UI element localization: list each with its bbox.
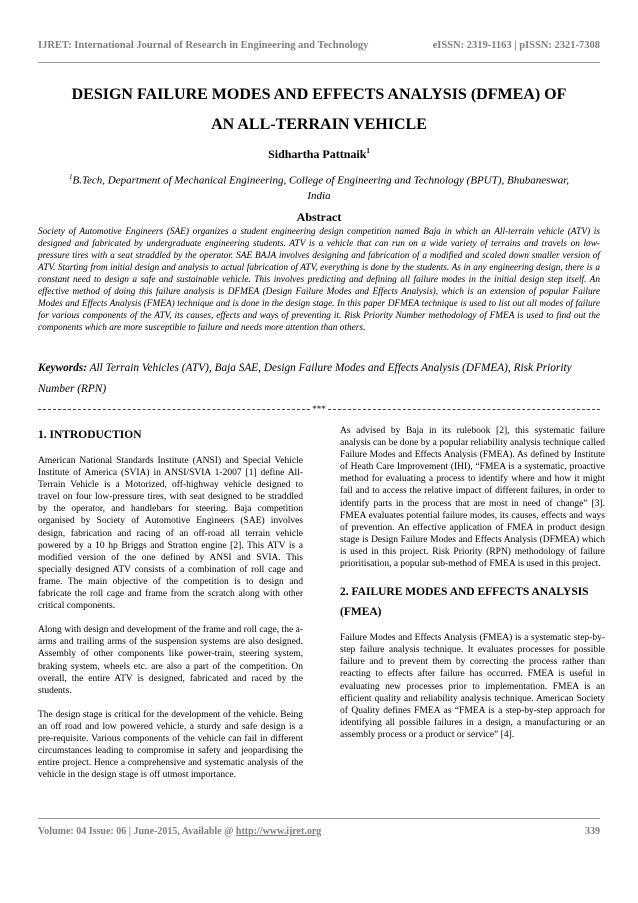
left-column: [38, 425, 303, 793]
separator-dash-right: [328, 409, 600, 410]
issn-info: eISSN: 2319-1163 | pISSN: 2321-7308: [432, 40, 600, 51]
keywords-label: Keywords:: [38, 362, 87, 374]
abstract-text: Society of Automotive Engineers (SAE) organizes a student engineering design competition named Baja in which an All-terrain vehicle (ATV) is designed and fabricated by undergraduate engineering students. ATV is a vehicle that can run on a wide variety of terrains and travels on low-pressure tires with a seat straddled by the operator. SAE BAJA involves designing and fabrication of a modified and scaled down smaller version of ATV. Starting from initial design and analysis to actual fabrication of ATV, everything is done by the students. As in any engineering design, there is a constant need to design a safe and sustainable vehicle. This involves predicting and defining all failure modes in the initial design step itself. An effective method of doing this failure analysis is DFMEA (Design Failure Modes and Effects Analysis), which is an extension of popular Failure Modes and Effects Analysis (FMEA) technique and is done in the design stage. In this paper DFMEA technique is used to list out all modes of failure for various components of the ATV, its causes, effects and ways of preventing it. Risk Priority Number methodology of FMEA is used to find out the components which are more susceptible to failure and needs more attention than others.: [38, 227, 600, 334]
paper-title: [38, 80, 600, 140]
right-column: [340, 425, 605, 753]
affiliation: [60, 170, 578, 204]
keywords-text: All Terrain Vehicles (ATV), Baja SAE, Design Failure Modes and Effects Analysis (DFMEA), Risk Priority Number (RPN): [38, 362, 572, 395]
running-header: [38, 40, 600, 51]
journal-name: IJRET: International Journal of Research in Engineering and Technology: [38, 40, 369, 51]
separator-stars: ***: [312, 403, 326, 414]
author-name: Sidhartha Pattnaik: [268, 147, 367, 161]
paragraph: As advised by Baja in its rulebook [2], this systematic failure analysis can be done by a popular reliability analysis technique called Failure Modes and Effects Analysis (FMEA). As defined by Institute of Heath Care Improvement (IHI), “FMEA is a systematic, proactive method for evaluating a process to identify where and how it might fail and to access the relative impact of different failures, in order to identify parts in the process that are most in need of change” [3]. FMEA evaluates potential failure modes, its causes, effects and ways of prevention. An effective application of FMEA in product design stage is Design Failure Modes and Effects Analysis (DFMEA) which is used in this project. Risk Priority (RPN) methodology of failure prioritisation, a popular sub-method of FMEA is used in this project.: [340, 426, 605, 570]
section-separator: [38, 404, 600, 414]
footer-rule: [38, 818, 600, 819]
footer-volume-info: [38, 826, 321, 837]
paragraph: American National Standards Institute (ANSI) and Special Vehicle Institute of America (SVIA) in ANSI/SVIA 1-2007 [1] define All-Terrain Vehicle is a Motorized, off-highway vehicle designed to travel on four low-pressure tires, with seat designed to be straddled by the operator, and handlebars for steering. Baja competition organised by Society of Automotive Engineers (SAE) involves design, fabrication and racing of an off-road all terrain vehicle powered by a 10 hp Briggs and Stratton engine [2]. This ATV is a modified version of the one defined by ANSI and SVIA. This specially designed ATV consists of a combination of roll cage and frame. The main objective of the competition is to design and fabricate the roll cage and frame from the scratch along with other critical components.: [38, 456, 303, 612]
title-line-1: DESIGN FAILURE MODES AND EFFECTS ANALYSIS (DFMEA) OF: [71, 86, 567, 103]
author: [38, 147, 600, 162]
author-superscript: 1: [366, 147, 370, 155]
title-line-2: AN ALL-TERRAIN VEHICLE: [211, 116, 427, 133]
header-rule: [38, 62, 600, 63]
separator-dash-left: [38, 409, 310, 410]
paragraph: Along with design and development of the frame and roll cage, the a-arms and trailing arms of the suspension systems are also designed. Assembly of other components like power-train, steering system, braking system, wheels etc. are also a part of the competition. On overall, the entire ATV is designed, fabricated and raced by the students.: [38, 625, 303, 696]
section-heading-fmea: 2. FAILURE MODES AND EFFECTS ANALYSIS (FMEA): [340, 586, 589, 619]
journal-website-link[interactable]: http://www.ijret.org: [235, 826, 322, 837]
footer-issue-text: Volume: 04 Issue: 06 | June-2015, Available @: [38, 826, 236, 837]
paragraph: The design stage is critical for the development of the vehicle. Being an off road and low powered vehicle, a sturdy and safe design is a pre-requisite. Various components of the vehicle can fail in different circumstances leading to compromise in safety and jeopardising the entire project. Hence a comprehensive and systematic analysis of the vehicle in the design stage is off utmost importance.: [38, 709, 303, 781]
affiliation-superscript: 1: [68, 173, 73, 181]
affiliation-text: B.Tech, Department of Mechanical Engineering, College of Engineering and Technology (BPUT), Bhubaneswar, India: [72, 174, 570, 202]
abstract-heading: Abstract: [296, 210, 342, 224]
page-number: 339: [585, 826, 600, 837]
section-heading-introduction: 1. INTRODUCTION: [38, 429, 142, 441]
keywords: [38, 358, 600, 400]
paragraph: Failure Modes and Effects Analysis (FMEA) is a systematic step-by-step failure analysis technique. It evaluates processes for possible failure and to prevent them by correcting the process rather than reacting to effects after failure has occurred. FMEA is useful in evaluating new processes prior to implementation. FMEA is an efficient quality and reliability analysis technique. American Society of Quality defines FMEA as “FMEA is a step-by-step approach for identifying all possible failures in a design, a manufacturing or an assembly process or a product or service” [4].: [340, 633, 605, 740]
running-footer: [38, 826, 600, 837]
